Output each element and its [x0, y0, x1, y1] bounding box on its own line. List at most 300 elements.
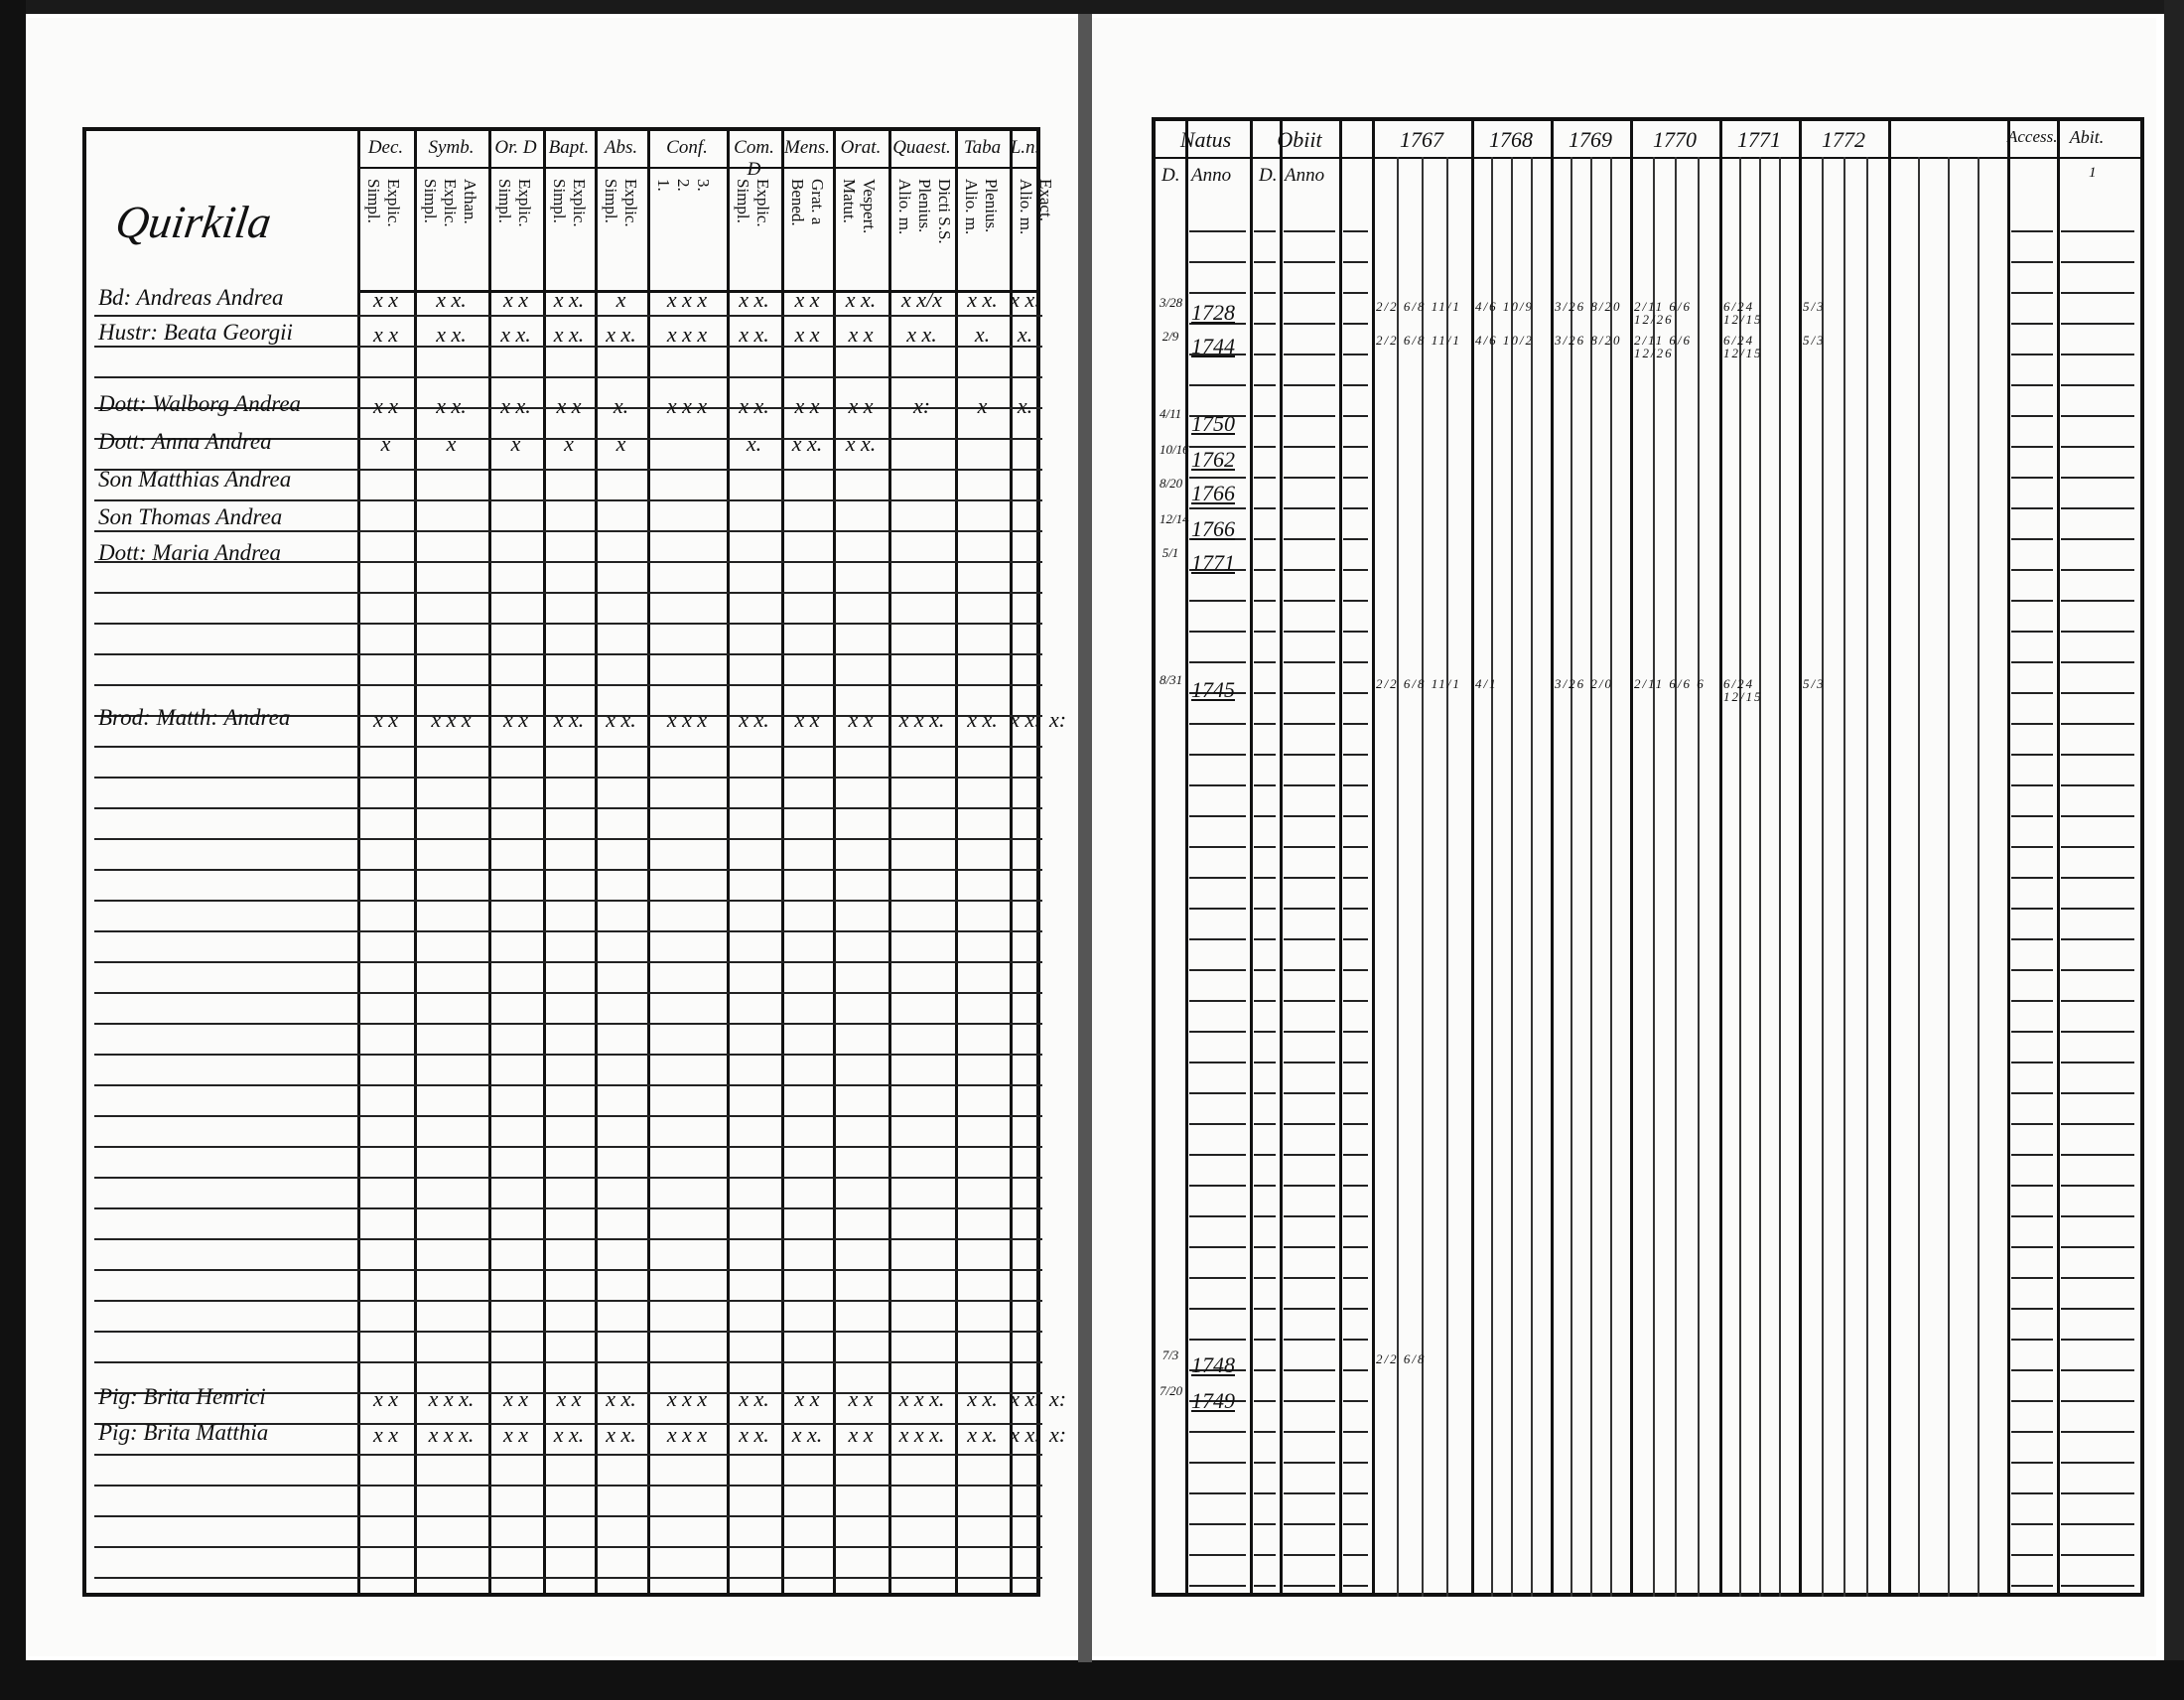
column-divider [1888, 121, 1891, 1593]
ruled-line [94, 623, 1042, 625]
right-page [1092, 18, 2156, 1656]
ruled-line [1284, 784, 1335, 786]
attainment-mark: x x x [666, 322, 708, 347]
attainment-mark: x x. [436, 393, 467, 418]
ruled-line [1343, 938, 1368, 940]
attendance-entry: 3/26 8/20 [1555, 299, 1622, 314]
attainment-mark: x x/x [901, 287, 942, 312]
attainment-mark: x x. [845, 287, 877, 312]
ruled-line [1189, 723, 1246, 725]
sub-column-divider [1866, 157, 1868, 1597]
ruled-line [1343, 1154, 1368, 1156]
scan-border-top [0, 0, 2184, 14]
ruled-line [1254, 1400, 1276, 1402]
ruled-line [1189, 1123, 1246, 1125]
ruled-line [1189, 384, 1246, 386]
ruled-line [1284, 292, 1335, 294]
ruled-line [1343, 969, 1368, 971]
year-header-1: 1768 [1489, 127, 1533, 152]
ruled-line [94, 1238, 1042, 1240]
ruled-line [1343, 230, 1368, 232]
year-header-2: 1769 [1569, 127, 1612, 152]
attainment-mark: x x [372, 322, 399, 347]
ruled-line [2061, 507, 2134, 509]
attainment-mark: x x [556, 393, 582, 418]
ruled-line [1189, 1246, 1246, 1248]
subheader-text: Exact. [1036, 179, 1055, 221]
attainment-mark: x x [556, 1386, 582, 1411]
birth-day: 10/16 [1160, 442, 1189, 457]
ruled-line [1284, 1092, 1335, 1094]
attainment-mark: x x [794, 287, 820, 312]
ruled-line [1189, 292, 1246, 294]
attainment-mark: x x [848, 707, 874, 732]
ruled-line [94, 1485, 1042, 1487]
column-header-7: Mens. [784, 137, 830, 158]
birth-death-table [1152, 117, 2144, 1597]
ruled-line [2061, 908, 2134, 910]
ruled-line [1343, 846, 1368, 848]
ruled-line [2061, 1554, 2134, 1556]
sub-column-divider [1843, 157, 1845, 1597]
subheader-text: Athan. [461, 179, 479, 224]
obiit-header: Obiit [1277, 127, 1322, 152]
attainment-mark: x. [1017, 393, 1033, 418]
ruled-line [2011, 1462, 2053, 1464]
ruled-line [1343, 1092, 1368, 1094]
ruled-line [1343, 354, 1368, 355]
attainment-mark: x x [502, 1386, 529, 1411]
ruled-line [1254, 1062, 1276, 1063]
ruled-line [2011, 477, 2053, 479]
ruled-line [2061, 1246, 2134, 1248]
ruled-line [2061, 569, 2134, 571]
ruled-line [1254, 692, 1276, 694]
attainment-mark: x x. [436, 287, 467, 312]
village-title: Quirkila [112, 197, 275, 247]
ruled-line [1254, 477, 1276, 479]
ruled-line [1343, 815, 1368, 817]
ruled-line [1343, 415, 1368, 417]
ruled-line [2061, 1092, 2134, 1094]
column-header-6: Com. D [734, 137, 774, 180]
attainment-mark: x x. [606, 1386, 636, 1411]
birth-year: 1771 [1191, 550, 1235, 575]
ruled-line [1343, 1523, 1368, 1525]
column-divider [1630, 121, 1633, 1593]
ruled-line [1284, 1246, 1335, 1248]
sub-column-divider [1446, 157, 1448, 1597]
ruled-line [1189, 1031, 1246, 1033]
ruled-line [2061, 1123, 2134, 1125]
year-header-4: 1771 [1737, 127, 1781, 152]
ruled-line [1254, 1185, 1276, 1187]
column-header-1: Symb. [428, 137, 475, 158]
ruled-line [1284, 1400, 1335, 1402]
ruled-line [94, 530, 1042, 532]
column-divider [1185, 121, 1188, 1593]
ruled-line [1189, 230, 1246, 232]
ruled-line [2061, 292, 2134, 294]
ruled-line [1254, 784, 1276, 786]
ruled-line [94, 1269, 1042, 1271]
ruled-line [1343, 323, 1368, 325]
column-divider [2057, 121, 2060, 1593]
ruled-line [1254, 1123, 1276, 1125]
attainment-mark: x x. [606, 1422, 636, 1447]
attainment-mark: x x. [500, 322, 531, 347]
subheader-text: Explic. [570, 179, 589, 227]
ruled-line [1284, 384, 1335, 386]
ruled-line [1343, 784, 1368, 786]
ruled-line [1284, 1339, 1335, 1341]
attainment-mark: x x [848, 393, 874, 418]
ruled-line [1189, 1523, 1246, 1525]
ruled-line [2011, 1308, 2053, 1310]
ruled-line [2011, 1492, 2053, 1494]
ruled-line [2061, 846, 2134, 848]
ruled-line [94, 1300, 1042, 1302]
ruled-line [1254, 723, 1276, 725]
natus-anno-subheader: Anno [1191, 165, 1232, 186]
ruled-line [2061, 1185, 2134, 1187]
attendance-entry: 5/3 [1803, 299, 1826, 314]
ruled-line [1254, 1585, 1276, 1587]
column-divider [1719, 121, 1722, 1593]
ruled-line [1284, 600, 1335, 602]
ruled-line [1284, 1185, 1335, 1187]
ruled-line [1343, 1339, 1368, 1341]
subheader-text: Alio. m. [1017, 179, 1035, 235]
year-header-3: 1770 [1653, 127, 1697, 152]
ruled-line [1343, 1031, 1368, 1033]
attainment-mark: x x. [606, 707, 636, 732]
year-header-5: 1772 [1822, 127, 1865, 152]
birth-day: 8/20 [1160, 476, 1183, 491]
attainment-mark: x x. [791, 1422, 823, 1447]
attainment-mark: x x. [436, 322, 467, 347]
ruled-line [2061, 661, 2134, 663]
obiit-anno-subheader: Anno [1285, 165, 1325, 186]
birth-day: 4/11 [1160, 406, 1182, 421]
ruled-line [1343, 1000, 1368, 1002]
ruled-line [1254, 908, 1276, 910]
column-divider [955, 131, 958, 1593]
ruled-line [1284, 1523, 1335, 1525]
subheader-text: Plenius. [915, 179, 934, 233]
ruled-line [2011, 415, 2053, 417]
ruled-line [1284, 507, 1335, 509]
ruled-line [2011, 938, 2053, 940]
attainment-mark: x x x. [898, 1422, 945, 1447]
attainment-mark: x x [502, 707, 529, 732]
ruled-line [1343, 1062, 1368, 1063]
ruled-line [2011, 1031, 2053, 1033]
ruled-line [2061, 1585, 2134, 1587]
ruled-line [2061, 1062, 2134, 1063]
household-member-name: Dott: Anna Andrea [98, 429, 272, 454]
ruled-line [94, 992, 1042, 994]
ruled-line [1189, 1185, 1246, 1187]
ruled-line [94, 900, 1042, 902]
column-divider [1339, 121, 1342, 1593]
subheader-text: 3. [694, 179, 713, 192]
ruled-line [1254, 1031, 1276, 1033]
attainment-mark: x x x. [898, 1386, 945, 1411]
column-header-11: L.n. [1010, 137, 1040, 158]
ruled-line [1343, 1246, 1368, 1248]
household-member-name: Dott: Maria Andrea [98, 540, 281, 565]
attainment-mark: x [380, 431, 391, 456]
attendance-entry: 4/1 [1475, 676, 1498, 691]
attainment-mark: x x. [553, 1422, 585, 1447]
ruled-line [2011, 1431, 2053, 1433]
column-divider [1010, 131, 1013, 1593]
birth-year: 1745 [1191, 677, 1235, 702]
attainment-mark: x x. [845, 431, 877, 456]
subheader-text: Explic. [441, 179, 460, 227]
ruled-line [1284, 1000, 1335, 1002]
ruled-line [1284, 1554, 1335, 1556]
column-divider [781, 131, 784, 1593]
ruled-line [1254, 507, 1276, 509]
column-header-0: Dec. [367, 137, 404, 158]
attainment-mark: x x x [666, 707, 708, 732]
ruled-line [2011, 723, 2053, 725]
ruled-line [94, 777, 1042, 779]
ruled-line [1189, 846, 1246, 848]
sub-column-divider [1491, 157, 1493, 1597]
ruled-line [2061, 477, 2134, 479]
ruled-line [94, 653, 1042, 655]
column-divider [833, 131, 836, 1593]
ruled-line [2061, 415, 2134, 417]
ruled-line [94, 1361, 1042, 1363]
ruled-line [1254, 1554, 1276, 1556]
birth-year: 1750 [1191, 411, 1235, 436]
attainment-mark: x: [912, 393, 931, 418]
scan-border-bottom [0, 1660, 2184, 1700]
ruled-line [94, 1331, 1042, 1333]
ruled-line [1254, 1215, 1276, 1217]
ruled-line [1254, 1431, 1276, 1433]
sub-column-divider [1978, 157, 1979, 1597]
household-member-name: Dott: Walborg Andrea [98, 391, 302, 416]
ruled-line [94, 1207, 1042, 1209]
subheader-text: Matut. [840, 179, 859, 223]
ruled-line [1343, 1554, 1368, 1556]
ruled-line [1254, 230, 1276, 232]
attainment-mark: x x. [967, 287, 998, 312]
ruled-line [2011, 1062, 2053, 1063]
column-divider [1372, 121, 1375, 1593]
ruled-line [1343, 692, 1368, 694]
ruled-line [1284, 1062, 1335, 1063]
attainment-mark: x. [1017, 322, 1033, 347]
subheader-text: Explic. [515, 179, 534, 227]
ruled-line [1189, 1431, 1246, 1433]
ruled-line [94, 1577, 1042, 1579]
ruled-line [1254, 538, 1276, 540]
ruled-line [1284, 1492, 1335, 1494]
ruled-line [1254, 877, 1276, 879]
column-subheader-4 [601, 179, 640, 283]
subheader-text: 2. [674, 179, 693, 192]
side-mark: x: [1049, 1386, 1067, 1411]
ruled-line [1343, 877, 1368, 879]
ruled-line [1189, 1062, 1246, 1063]
header-rule [1156, 157, 2140, 159]
ruled-line [2011, 292, 2053, 294]
attendance-entry: 2/11 6/6 12/26 [1634, 333, 1693, 360]
birth-day: 7/3 [1161, 1347, 1179, 1362]
attainment-mark: x x x [431, 707, 472, 732]
ruled-line [1343, 1369, 1368, 1371]
ruled-line [1189, 877, 1246, 879]
ruled-line [1343, 1308, 1368, 1310]
birth-year: 1766 [1191, 516, 1235, 541]
ruled-line [1343, 1585, 1368, 1587]
birth-day: 2/9 [1161, 329, 1179, 344]
ruled-line [2061, 446, 2134, 448]
ruled-line [1343, 292, 1368, 294]
subheader-text: Simpl. [364, 179, 383, 223]
ruled-line [1189, 1277, 1246, 1279]
ruled-line [94, 1115, 1042, 1117]
attainment-mark: x x x [666, 287, 708, 312]
attendance-entry: 6/24 12/15 [1723, 299, 1763, 327]
ruled-line [1254, 1246, 1276, 1248]
column-subheader-0 [363, 179, 403, 283]
sub-column-divider [1531, 157, 1533, 1597]
ruled-line [1343, 1431, 1368, 1433]
attendance-entry: 6/24 12/15 [1723, 676, 1763, 704]
ruled-line [2061, 723, 2134, 725]
attendance-entry: 5/3 [1803, 333, 1826, 348]
ruled-line [2061, 969, 2134, 971]
ruled-line [2011, 354, 2053, 355]
ruled-line [1343, 261, 1368, 263]
ruled-line [2061, 1400, 2134, 1402]
subheader-text: Dicti S.S. [935, 179, 954, 244]
column-subheader-1 [420, 179, 479, 283]
column-divider [647, 131, 650, 1593]
attainment-mark: x x [372, 1386, 399, 1411]
ruled-line [2061, 1154, 2134, 1156]
attainment-mark: x x [848, 1422, 874, 1447]
attainment-mark: x x. [739, 322, 769, 347]
ruled-line [94, 1084, 1042, 1086]
subheader-text: Simpl. [550, 179, 569, 223]
scan-border-left [0, 0, 26, 1700]
ruled-line [1284, 538, 1335, 540]
ruled-line [1284, 877, 1335, 879]
ruled-line [1189, 661, 1246, 663]
attainment-mark: x x. [739, 1386, 769, 1411]
column-divider [1280, 121, 1283, 1593]
ruled-line [1284, 230, 1335, 232]
subheader-text: 1. [654, 179, 673, 192]
ruled-line [2061, 1277, 2134, 1279]
attainment-mark: x x x. [428, 1422, 475, 1447]
attendance-entry: 4/6 10/9 [1475, 299, 1534, 314]
subheader-text: Plenius. [982, 179, 1001, 233]
ruled-line [2061, 1523, 2134, 1525]
ruled-line [2011, 1000, 2053, 1002]
attainment-mark: x x x. [428, 1386, 475, 1411]
ruled-line [1284, 446, 1335, 448]
ruled-line [2011, 569, 2053, 571]
ruled-line [1254, 631, 1276, 633]
ruled-line [2011, 877, 2053, 879]
sub-column-divider [1653, 157, 1655, 1597]
ruled-line [1189, 1215, 1246, 1217]
ruled-line [1254, 661, 1276, 663]
ruled-line [1254, 1308, 1276, 1310]
ruled-line [1254, 323, 1276, 325]
column-subheader-8 [839, 179, 879, 283]
ruled-line [2061, 230, 2134, 232]
household-member-name: Son Matthias Andrea [98, 467, 292, 492]
ruled-line [94, 1546, 1042, 1548]
ruled-line [1189, 969, 1246, 971]
ruled-line [1254, 938, 1276, 940]
sub-column-divider [1948, 157, 1950, 1597]
sub-column-divider [1918, 157, 1920, 1597]
column-divider [1551, 121, 1554, 1593]
ruled-line [1284, 969, 1335, 971]
ruled-line [94, 1177, 1042, 1179]
subheader-text: Simpl. [421, 179, 440, 223]
attainment-mark: x x. [739, 393, 769, 418]
ruled-line [2011, 754, 2053, 756]
sub-column-divider [1779, 157, 1781, 1597]
subheader-text: Simpl. [495, 179, 514, 223]
ruled-line [2011, 908, 2053, 910]
attainment-mark: x x [848, 1386, 874, 1411]
attainment-mark: x x [502, 1422, 529, 1447]
ruled-line [2061, 384, 2134, 386]
attendance-entry: 3/26 2/0 [1555, 676, 1613, 691]
ruled-line [2061, 1431, 2134, 1433]
ruled-line [2011, 1185, 2053, 1187]
attainment-mark: x x. [739, 707, 769, 732]
ruled-line [2011, 661, 2053, 663]
attendance-entry: 2/11 6/6 6 [1634, 676, 1706, 691]
ruled-line [2011, 261, 2053, 263]
column-subheader-3 [549, 179, 589, 283]
column-divider [888, 131, 891, 1593]
subheader-text: Bened. [788, 179, 807, 226]
attainment-mark: x x x [666, 393, 708, 418]
birth-day: 12/14 [1160, 511, 1189, 526]
ruled-line [1254, 446, 1276, 448]
ruled-line [1284, 1462, 1335, 1464]
ruled-line [2011, 1123, 2053, 1125]
ruled-line [2011, 1339, 2053, 1341]
attendance-entry: 2/2 6/8 11/1 [1376, 299, 1461, 314]
ruled-line [2011, 969, 2053, 971]
attainment-mark: x x. [1010, 707, 1040, 732]
ruled-line [1284, 415, 1335, 417]
ruled-line [1189, 938, 1246, 940]
ruled-line [1254, 600, 1276, 602]
ruled-line [2061, 538, 2134, 540]
attainment-mark: x x. [553, 322, 585, 347]
subheader-text: Alio. m. [962, 179, 981, 235]
column-header-4: Abs. [604, 137, 638, 158]
sub-column-divider [1739, 157, 1741, 1597]
